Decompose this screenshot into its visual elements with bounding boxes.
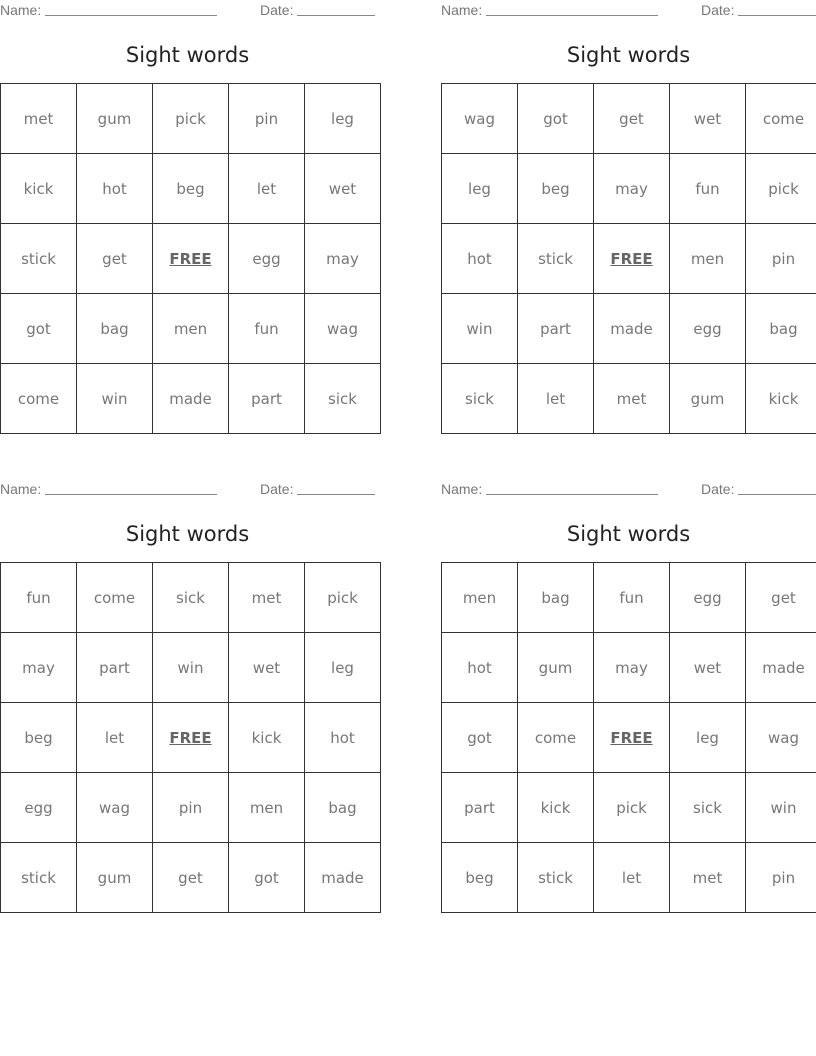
grid-row: [442, 224, 816, 294]
word-cell: wag: [442, 84, 518, 154]
word-cell: made: [153, 364, 229, 434]
word-cell: got: [1, 294, 77, 364]
word-cell: get: [153, 843, 229, 913]
word-cell: bag: [518, 563, 594, 633]
card-header: [0, 0, 375, 22]
grid-row: [442, 843, 816, 913]
word-cell: hot: [442, 224, 518, 294]
word-cell: beg: [442, 843, 518, 913]
word-cell: get: [746, 563, 816, 633]
word-cell: sick: [153, 563, 229, 633]
card-header: [441, 479, 816, 501]
word-cell: hot: [442, 633, 518, 703]
word-cell: get: [77, 224, 153, 294]
word-cell: win: [746, 773, 816, 843]
word-cell: pin: [153, 773, 229, 843]
name-field-line[interactable]: [486, 15, 658, 16]
grid-row: [1, 773, 381, 843]
card-header: [0, 479, 375, 501]
grid-row: [1, 224, 381, 294]
word-cell: egg: [670, 563, 746, 633]
word-cell: men: [153, 294, 229, 364]
card-title: Sight words: [125, 43, 250, 67]
word-cell: hot: [305, 703, 381, 773]
grid-row: [442, 633, 816, 703]
free-space-cell: FREE: [594, 703, 670, 773]
bingo-grid: [0, 562, 381, 913]
name-label: Name:: [0, 2, 42, 18]
word-cell: sick: [670, 773, 746, 843]
word-cell: leg: [442, 154, 518, 224]
card-title: Sight words: [566, 43, 691, 67]
word-cell: wet: [305, 154, 381, 224]
word-cell: come: [77, 563, 153, 633]
word-cell: fun: [594, 563, 670, 633]
word-cell: gum: [670, 364, 746, 434]
word-cell: wag: [305, 294, 381, 364]
word-cell: get: [594, 84, 670, 154]
word-cell: got: [229, 843, 305, 913]
word-cell: kick: [518, 773, 594, 843]
word-cell: bag: [746, 294, 816, 364]
word-cell: kick: [229, 703, 305, 773]
grid-row: [1, 154, 381, 224]
name-label: Name:: [441, 481, 483, 497]
name-field-line[interactable]: [45, 15, 217, 16]
word-cell: kick: [746, 364, 816, 434]
word-cell: fun: [229, 294, 305, 364]
date-label: Date:: [701, 481, 735, 497]
word-cell: leg: [305, 84, 381, 154]
free-space-cell: FREE: [594, 224, 670, 294]
card-title: Sight words: [125, 522, 250, 546]
word-cell: men: [670, 224, 746, 294]
name-field-line[interactable]: [45, 494, 217, 495]
word-cell: let: [594, 843, 670, 913]
date-field-line[interactable]: [297, 15, 375, 16]
grid-row: [1, 703, 381, 773]
word-cell: win: [153, 633, 229, 703]
word-cell: gum: [77, 843, 153, 913]
date-label: Date:: [701, 2, 735, 18]
word-cell: made: [746, 633, 816, 703]
bingo-grid: [441, 83, 816, 434]
word-cell: come: [746, 84, 816, 154]
word-cell: bag: [305, 773, 381, 843]
word-cell: wag: [746, 703, 816, 773]
free-space-cell: FREE: [153, 703, 229, 773]
word-cell: bag: [77, 294, 153, 364]
word-cell: pin: [746, 224, 816, 294]
word-cell: gum: [518, 633, 594, 703]
word-cell: made: [305, 843, 381, 913]
name-field-line[interactable]: [486, 494, 658, 495]
word-cell: hot: [77, 154, 153, 224]
card-header: [441, 0, 816, 22]
word-cell: win: [77, 364, 153, 434]
date-field-line[interactable]: [738, 15, 816, 16]
word-cell: made: [594, 294, 670, 364]
date-label: Date:: [260, 481, 294, 497]
word-cell: men: [442, 563, 518, 633]
word-cell: stick: [1, 224, 77, 294]
grid-row: [442, 773, 816, 843]
grid-row: [1, 84, 381, 154]
word-cell: got: [442, 703, 518, 773]
word-cell: met: [594, 364, 670, 434]
card-title: Sight words: [566, 522, 691, 546]
grid-row: [442, 563, 816, 633]
grid-row: [442, 154, 816, 224]
grid-row: [442, 294, 816, 364]
word-cell: wet: [670, 633, 746, 703]
word-cell: let: [518, 364, 594, 434]
date-field-line[interactable]: [297, 494, 375, 495]
word-cell: met: [229, 563, 305, 633]
word-cell: stick: [1, 843, 77, 913]
word-cell: met: [1, 84, 77, 154]
word-cell: stick: [518, 224, 594, 294]
word-cell: got: [518, 84, 594, 154]
word-cell: may: [594, 154, 670, 224]
word-cell: beg: [1, 703, 77, 773]
word-cell: may: [1, 633, 77, 703]
grid-row: [442, 703, 816, 773]
grid-row: [1, 633, 381, 703]
word-cell: fun: [1, 563, 77, 633]
word-cell: beg: [518, 154, 594, 224]
word-cell: let: [229, 154, 305, 224]
name-label: Name:: [0, 481, 42, 497]
word-cell: wet: [670, 84, 746, 154]
word-cell: pick: [305, 563, 381, 633]
date-field-line[interactable]: [738, 494, 816, 495]
word-cell: part: [77, 633, 153, 703]
word-cell: pin: [229, 84, 305, 154]
word-cell: come: [1, 364, 77, 434]
grid-row: [1, 364, 381, 434]
word-cell: stick: [518, 843, 594, 913]
free-space-cell: FREE: [153, 224, 229, 294]
grid-row: [1, 843, 381, 913]
word-cell: pin: [746, 843, 816, 913]
word-cell: egg: [1, 773, 77, 843]
word-cell: pick: [153, 84, 229, 154]
word-cell: wag: [77, 773, 153, 843]
word-cell: let: [77, 703, 153, 773]
word-cell: part: [518, 294, 594, 364]
word-cell: may: [594, 633, 670, 703]
word-cell: egg: [229, 224, 305, 294]
grid-row: [1, 563, 381, 633]
word-cell: part: [442, 773, 518, 843]
grid-row: [442, 84, 816, 154]
word-cell: egg: [670, 294, 746, 364]
grid-row: [442, 364, 816, 434]
word-cell: kick: [1, 154, 77, 224]
word-cell: sick: [442, 364, 518, 434]
word-cell: sick: [305, 364, 381, 434]
word-cell: pick: [746, 154, 816, 224]
word-cell: win: [442, 294, 518, 364]
word-cell: part: [229, 364, 305, 434]
word-cell: leg: [305, 633, 381, 703]
word-cell: come: [518, 703, 594, 773]
word-cell: men: [229, 773, 305, 843]
bingo-grid: [0, 83, 381, 434]
word-cell: fun: [670, 154, 746, 224]
word-cell: wet: [229, 633, 305, 703]
word-cell: gum: [77, 84, 153, 154]
word-cell: leg: [670, 703, 746, 773]
word-cell: beg: [153, 154, 229, 224]
bingo-grid: [441, 562, 816, 913]
date-label: Date:: [260, 2, 294, 18]
word-cell: met: [670, 843, 746, 913]
word-cell: may: [305, 224, 381, 294]
name-label: Name:: [441, 2, 483, 18]
grid-row: [1, 294, 381, 364]
word-cell: pick: [594, 773, 670, 843]
